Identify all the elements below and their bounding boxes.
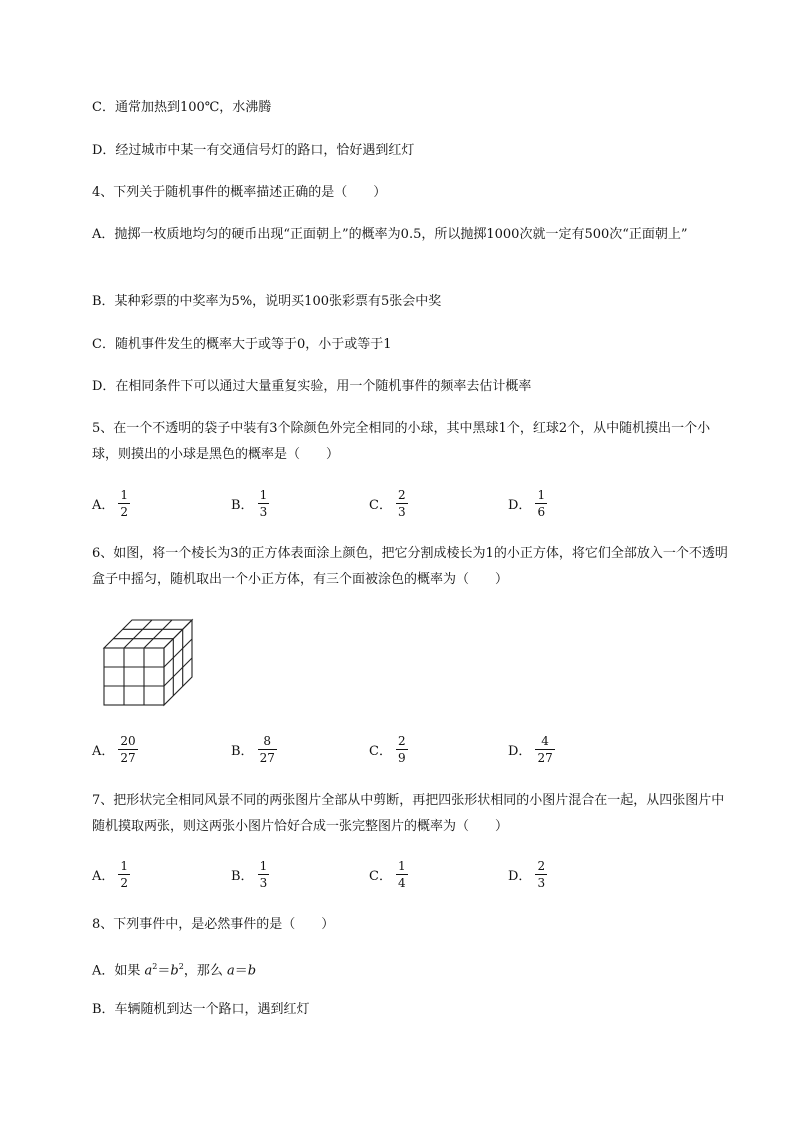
denominator: 27 xyxy=(120,751,136,765)
denominator: 2 xyxy=(120,505,129,519)
var-a: a xyxy=(144,963,153,979)
option-8a-mid: ，那么 xyxy=(183,963,227,979)
q6-option-c xyxy=(369,734,408,765)
denominator: 3 xyxy=(537,876,546,890)
denominator: 27 xyxy=(537,751,553,765)
option-4d: D．在相同条件下可以通过大量重复实验，用一个随机事件的频率去估计概率 xyxy=(92,379,532,394)
numerator: 4 xyxy=(541,734,549,748)
option-label: A． xyxy=(92,744,115,759)
fraction xyxy=(258,734,277,765)
question-4: 4、下列关于随机事件的概率描述正确的是（ ） xyxy=(92,185,387,200)
q7-option-c xyxy=(369,859,408,890)
q6-option-a xyxy=(92,734,138,765)
exponent: 2 xyxy=(152,962,158,971)
fraction xyxy=(535,488,547,519)
q7-option-d xyxy=(508,859,547,890)
fraction xyxy=(396,488,408,519)
numerator: 1 xyxy=(537,488,546,502)
var-b: b xyxy=(170,963,179,979)
equals: ＝ xyxy=(234,963,248,979)
fraction xyxy=(535,734,554,765)
fraction xyxy=(535,859,547,890)
option-4c: C．随机事件发生的概率大于或等于0，小于或等于1 xyxy=(92,337,392,352)
denominator: 3 xyxy=(397,505,406,519)
denominator: 3 xyxy=(259,876,268,890)
question-8: 8、下列事件中，是必然事件的是（ ） xyxy=(92,917,335,932)
q6-option-d xyxy=(508,734,555,765)
option-8b: B．车辆随机到达一个路口，遇到红灯 xyxy=(92,1002,310,1017)
q5-option-d xyxy=(508,488,547,519)
option-8a xyxy=(92,957,256,981)
numerator: 2 xyxy=(397,488,406,502)
option-label: D． xyxy=(508,869,532,884)
numerator: 1 xyxy=(397,859,406,873)
fraction xyxy=(258,859,270,890)
option-label: A． xyxy=(92,498,115,513)
denominator: 6 xyxy=(537,505,546,519)
numerator: 1 xyxy=(120,488,129,502)
numerator: 2 xyxy=(537,859,546,873)
q7-option-a xyxy=(92,859,130,890)
fraction xyxy=(118,859,130,890)
option-label: C． xyxy=(369,869,392,884)
q5-option-a xyxy=(92,488,130,519)
q5-option-c xyxy=(369,488,408,519)
cube-front-face xyxy=(104,648,164,705)
numerator: 8 xyxy=(263,734,272,748)
numerator: 1 xyxy=(259,488,268,502)
numerator: 20 xyxy=(120,734,136,748)
numerator: 1 xyxy=(259,859,268,873)
q5-option-b xyxy=(231,488,269,519)
cube-figure xyxy=(102,618,196,708)
fraction xyxy=(118,488,130,519)
exponent: 2 xyxy=(178,962,184,971)
option-label: C． xyxy=(369,498,392,513)
q6-option-b xyxy=(231,734,277,765)
q7-option-b xyxy=(231,859,269,890)
option-4b: B．某种彩票的中奖率为5%，说明买100张彩票有5张会中奖 xyxy=(92,294,442,309)
option-label: B． xyxy=(231,869,254,884)
var-b: b xyxy=(247,963,257,979)
fraction xyxy=(118,734,137,765)
numerator: 2 xyxy=(397,734,406,748)
option-label: A． xyxy=(92,869,115,884)
question-7: 7、把形状完全相同风景不同的两张图片全部从中剪断，再把四张形状相同的小图片混合在一起，从四张图片中随机摸取两张，则这两张小图片恰好合成一张完整图片的概率为（ ） xyxy=(92,793,725,834)
fraction xyxy=(396,859,408,890)
numerator: 1 xyxy=(120,859,129,873)
var-a: a xyxy=(226,963,235,979)
denominator: 4 xyxy=(397,876,406,890)
option-8a-prefix: A．如果 xyxy=(92,963,145,979)
question-6: 6、如图，将一个棱长为3的正方体表面涂上颜色，把它分割成棱长为1的小正方体，将它们全部放入一个不透明盒子中摇匀，随机取出一个小正方体，有三个面被涂色的概率为（ ） xyxy=(92,546,728,587)
option-label: D． xyxy=(508,744,532,759)
denominator: 9 xyxy=(397,751,406,765)
fraction xyxy=(396,734,408,765)
option-label: B． xyxy=(231,498,254,513)
option-3c: C．通常加热到100℃，水沸腾 xyxy=(92,100,272,115)
option-3d: D．经过城市中某一有交通信号灯的路口，恰好遇到红灯 xyxy=(92,143,415,158)
denominator: 3 xyxy=(259,505,268,519)
option-label: B． xyxy=(231,744,254,759)
option-label: C． xyxy=(369,744,392,759)
question-5: 5、在一个不透明的袋子中装有3个除颜色外完全相同的小球，其中黑球1个，红球2个，从中随机摸出一个小球，则摸出的小球是黑色的概率是（ ） xyxy=(92,421,711,462)
denominator: 2 xyxy=(120,876,129,890)
equals: ＝ xyxy=(157,963,171,979)
option-4a: A．抛掷一枚质地均匀的硬币出现“正面朝上”的概率为0.5，所以抛掷1000次就一定有500次“正面朝上” xyxy=(92,227,688,242)
option-label: D． xyxy=(508,498,532,513)
denominator: 27 xyxy=(259,751,275,765)
fraction xyxy=(258,488,270,519)
